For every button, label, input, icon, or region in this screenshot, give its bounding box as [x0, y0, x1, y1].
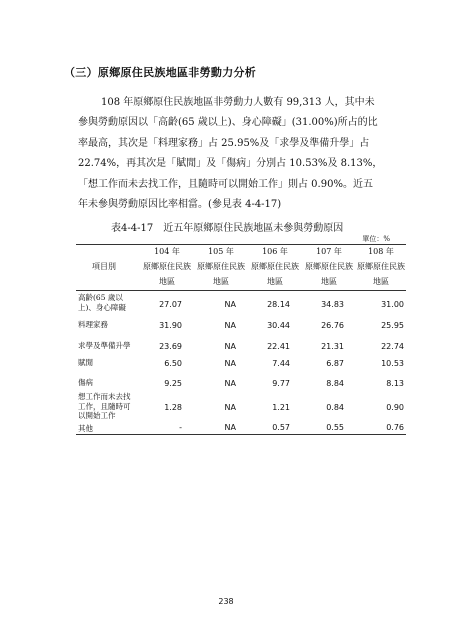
column-title: 地區 — [321, 277, 337, 286]
column-title: 原鄉原住民族 — [305, 262, 353, 271]
row-label: 求學及準備升學 — [78, 341, 131, 350]
column-header — [194, 244, 248, 289]
column-title: 原鄉原住民族 — [143, 262, 191, 271]
table-cell: NA — [224, 403, 236, 412]
paragraph-line: 108 年原鄉原住民族地區非勞動力人數有 99,313 人，其中未 — [101, 97, 375, 108]
table-cell: 0.90 — [386, 403, 404, 412]
column-title: 原鄉原住民族 — [251, 262, 299, 271]
table-cell: 27.07 — [159, 300, 182, 309]
table-cell: 0.57 — [272, 423, 290, 432]
table-cell: 26.76 — [321, 321, 344, 330]
section-heading: （三）原鄉原住民族地區非勞動力分析 — [64, 66, 257, 79]
table-cell: 8.84 — [326, 379, 344, 388]
table-caption: 表4-4-17 近五年原鄉原住民族地區未參與勞動原因 — [111, 223, 344, 234]
table-cell: 1.21 — [272, 403, 290, 412]
row-label: 賦閒 — [78, 358, 93, 367]
column-title: 地區 — [373, 277, 389, 286]
column-year: 105 年 — [208, 247, 234, 256]
table-cell: NA — [224, 342, 236, 351]
column-header — [354, 244, 408, 289]
page-number: 238 — [218, 597, 234, 606]
table-cell: NA — [224, 300, 236, 309]
table-bottom-rule — [76, 434, 406, 435]
table-cell: 31.90 — [159, 321, 182, 330]
column-year: 108 年 — [368, 247, 394, 256]
column-title: 地區 — [159, 277, 175, 286]
paragraph-line: 22.74%，再其次是「賦閒」及「傷病」分別占 10.53%及 8.13%， — [78, 158, 383, 170]
table-cell: 9.77 — [272, 379, 290, 388]
table-cell: NA — [224, 423, 236, 432]
table-cell: 7.44 — [272, 359, 290, 368]
table-header-rule — [76, 290, 406, 291]
table-cell: 30.44 — [267, 321, 290, 330]
column-title: 原鄉原住民族 — [357, 262, 405, 271]
body-paragraph — [78, 93, 400, 215]
table-unit: 單位：% — [362, 235, 390, 243]
row-label: 料理家務 — [78, 320, 108, 329]
table-cell: 6.87 — [326, 359, 344, 368]
table-cell: 22.74 — [381, 342, 404, 351]
table-cell: 0.76 — [386, 423, 404, 432]
table-cell: 23.69 — [159, 342, 182, 351]
table-cell: NA — [224, 359, 236, 368]
column-title: 地區 — [267, 277, 283, 286]
table-cell: 9.25 — [164, 379, 182, 388]
column-header — [140, 244, 194, 289]
table-cell: NA — [224, 379, 236, 388]
table-cell: 25.95 — [381, 321, 404, 330]
table-cell: 0.84 — [326, 403, 344, 412]
table-cell: 28.14 — [267, 300, 290, 309]
table-cell: 0.55 — [326, 423, 344, 432]
paragraph-line: 參與勞動原因以「高齡(65 歲以上)、身心障礙」(31.00%)所占的比 — [78, 117, 378, 129]
column-year: 107 年 — [316, 247, 342, 256]
table-cell: 6.50 — [164, 359, 182, 368]
paragraph-line: 年未參與勞動原因比率相當。(參見表 4-4-17) — [78, 199, 282, 211]
row-label: 高齡(65 歲以上)、身心障礙 — [78, 293, 126, 312]
table-cell: 8.13 — [386, 379, 404, 388]
column-year: 106 年 — [262, 247, 288, 256]
table-cell: 1.28 — [164, 403, 182, 412]
table-cell: 21.31 — [321, 342, 344, 351]
table-cell: 34.83 — [321, 300, 344, 309]
column-header — [248, 244, 302, 289]
row-header-label: 項目別 — [92, 262, 116, 271]
column-title: 原鄉原住民族 — [197, 262, 245, 271]
column-title: 地區 — [213, 277, 229, 286]
row-label: 傷病 — [78, 378, 93, 387]
column-year: 104 年 — [154, 247, 180, 256]
table-cell: 22.41 — [267, 342, 290, 351]
paragraph-line: 「想工作而未去找工作，且隨時可以開始工作」則占 0.90%。近五 — [78, 178, 373, 190]
row-label: 想工作而未去找工作，且隨時可以開始工作 — [78, 392, 131, 420]
paragraph-line: 率最高，其次是「料理家務」占 25.95%及「求學及準備升學」占 — [78, 137, 370, 149]
table-cell: - — [179, 423, 182, 432]
row-label: 其他 — [78, 424, 93, 433]
table-cell: NA — [224, 321, 236, 330]
table-cell: 10.53 — [381, 359, 404, 368]
table-cell: 31.00 — [381, 300, 404, 309]
column-header — [302, 244, 356, 289]
